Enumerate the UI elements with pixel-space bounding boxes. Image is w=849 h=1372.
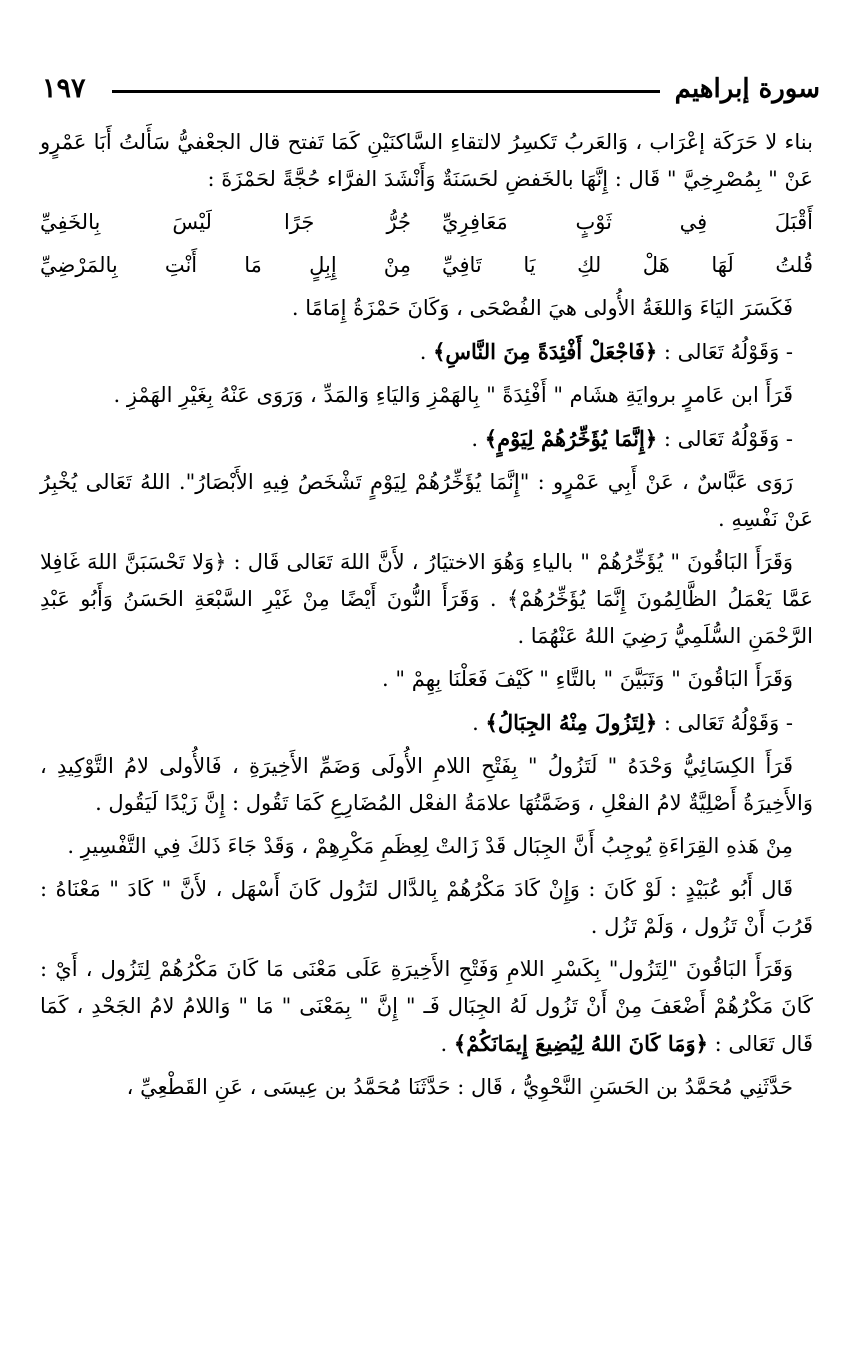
paragraph-14: حَدَّثَنِي مُحَمَّدُ بن الحَسَنِ النَّحْوِيُّ ، قَال : حَدَّثَنَا مُحَمَّدُ بن عِيسَى ، عَنِ القَطْعِيِّ ، — [126, 1075, 793, 1099]
paragraph-12: قَال أَبُو عُبَيْدٍ : لَوْ كَانَ : وَإِنْ كَادَ مَكْرُهُمْ بِالدَّال لتَزُول كَانَ أَسْهَل ، لأَنَّ " كَادَ " مَعْنَاهُ : قَرُبَ أَنْ تَزُول ، وَلَمْ تَزُل . — [40, 877, 813, 938]
page-header — [30, 72, 820, 112]
paragraph-2: فَكَسَرَ اليَاءَ وَاللغَةُ الأُولى هيَ الفُصْحَى ، وَكَانَ حَمْزَةُ إِمَامًا . — [291, 296, 793, 320]
paragraph-13 — [40, 951, 813, 1063]
paragraph-5-end: . — [471, 427, 479, 451]
quran-quote-2: ﴿إِنَّمَا يُؤَخِّرُهُمْ لِيَوْمٍ﴾ — [484, 426, 658, 451]
paragraph-3-lead: - وَقَوْلُهُ تَعَالى : — [663, 340, 793, 364]
paragraph-9-lead: - وَقَوْلُهُ تَعَالى : — [663, 711, 793, 735]
paragraph-7: وَقَرَأَ البَاقُونَ " يُؤَخِّرُهُمْ " بالياءِ وَهُوَ الاختيَارُ ، لأَنَّ اللهَ تَعَالى قَال : ﴿وَلا تَحْسَبَنَّ اللهَ غَافِلا عَمَّا يَعْمَلُ الظَّالِمُونَ إِنَّمَا يُؤَخِّرُهُمْ﴾ . وَقَرَأَ النُّونَ أَيْضًا مِنْ غَيْرِ السَّبْعَةِ الحَسَنُ وَأَبُو عَبْدِ الرَّحْمَنِ السُّلَمِيُّ رَضِيَ اللهُ عَنْهُمَا . — [40, 550, 813, 648]
poetry-verse-1 — [40, 204, 813, 241]
verse-1-first-hemistich: أَقْبَلَ فِي ثَوْبٍ مَعَافِرِيِّ — [441, 210, 813, 234]
paragraph-8: وَقَرَأَ البَاقُونَ " وَتَبَيَّنَ " بالتَّاءِ " كَيْفَ فَعَلْنَا بِهِمْ " . — [382, 667, 793, 691]
quran-quote-3: ﴿لِتَزُولَ مِنْهُ الجِبَالُ﴾ — [485, 710, 658, 735]
paragraph-5-lead: - وَقَوْلُهُ تَعَالى : — [663, 427, 793, 451]
quran-quote-1: ﴿فَاجْعَلْ أَفْئِدَةً مِنَ النَّاسِ﴾ — [433, 339, 658, 364]
poetry-verse-2 — [40, 247, 813, 284]
paragraph-13-text: وَقَرَأَ البَاقُونَ "لِتَزُول" بِكَسْرِ اللامِ وَفَتْحِ الأَخِيرَةِ عَلَى مَعْنَى مَا كَانَ مَكْرُهُمْ لِتَزُول ، أَيْ : كَانَ مَكْرُهُمْ أَضْعَفَ مِنْ أَنْ تَزُول لَهُ الجِبَال فَـ " إِنَّ " بِمَعْنَى " مَا " وَاللامُ لامُ الجَحْدِ ، كَمَا قَال تَعَالى : — [40, 957, 813, 1056]
paragraph-9 — [40, 704, 813, 742]
verse-2-second-hemistich: مِنْ إِبِلٍ مَا أَنْتِ بِالمَرْضِيِّ — [40, 253, 412, 277]
paragraph-9-end: . — [472, 711, 479, 735]
paragraph-13-end: . — [440, 1032, 448, 1056]
paragraph-11: مِنْ هَذهِ القِرَاءَةِ يُوجِبُ أَنَّ الجِبَال قَدْ زَالتْ لِعِظَمِ مَكْرِهِمْ ، وَقَدْ جَاءَ ذَلكَ فِي التَّفْسِيرِ . — [67, 834, 793, 858]
paragraph-10: قَرَأَ الكِسَائِيُّ وَحْدَهُ " لَتَزُولُ " بِفَتْحِ اللامِ الأُولَى وَضَمِّ الأَخِيرَةِ ، فَالأُولى لامُ التَّوْكِيدِ ، وَالأَخِيرَةُ أَصْلِيَّةٌ لامُ الفعْلِ ، وَضَمَّتُهَا علامَةُ الفعْل المُضَارِعِ كَمَا تَقُول : إِنَّ زَيْدًا لَيَقُول . — [40, 754, 813, 815]
surah-title: سورة إبراهيم — [674, 74, 820, 104]
verse-2-first-hemistich: قُلتُ لَهَا هَلْ لكِ يَا تَافِيِّ — [441, 253, 813, 277]
header-rule — [112, 90, 660, 93]
verse-1-second-hemistich: جُرُّ جَرًا لَيْسَ بِالخَفِيِّ — [40, 210, 412, 234]
page-number: ١٩٧ — [42, 73, 86, 104]
quran-quote-4: ﴿وَمَا كَانَ اللهُ لِيُضِيعَ إِيمَانَكُمْ﴾ — [453, 1031, 708, 1056]
paragraph-3 — [40, 333, 813, 371]
page-body — [40, 124, 813, 1112]
paragraph-4: قَرَأَ ابن عَامرٍ بروايَةِ هشَام " أَفْئِدَةً " بِالهَمْزِ وَاليَاءِ وَالمَدِّ ، وَرَوَى عَنْهُ بِغَيْرِ الهَمْزِ . — [113, 383, 793, 407]
paragraph-3-end: . — [419, 340, 427, 364]
paragraph-1: بناء لا حَرَكَة إعْرَاب ، وَالعَربُ تَكسِرُ لالتقاءِ السَّاكنَيْنِ كَمَا تَفتح قال الجعْفيُّ سَأَلتُ أَبَا عَمْرٍو عَنْ " بِمُصْرِخِيَّ " قَال : إِنَّهَا بالخَفضِ لحَسَنَةٌ وَأَنْشَدَ الفرَّاء حُجَّةً لحَمْزَةَ : — [40, 130, 813, 191]
paragraph-5 — [40, 420, 813, 458]
paragraph-6: رَوَى عَبَّاسٌ ، عَنْ أَبِي عَمْرٍو : "إِنَّمَا يُؤَخِّرُهُمْ لِيَوْمٍ تَشْخَصُ فِيهِ الأَبْصَارُ". اللهُ تَعَالى يُخْبِرُ عَنْ نَفْسِهِ . — [40, 470, 813, 531]
